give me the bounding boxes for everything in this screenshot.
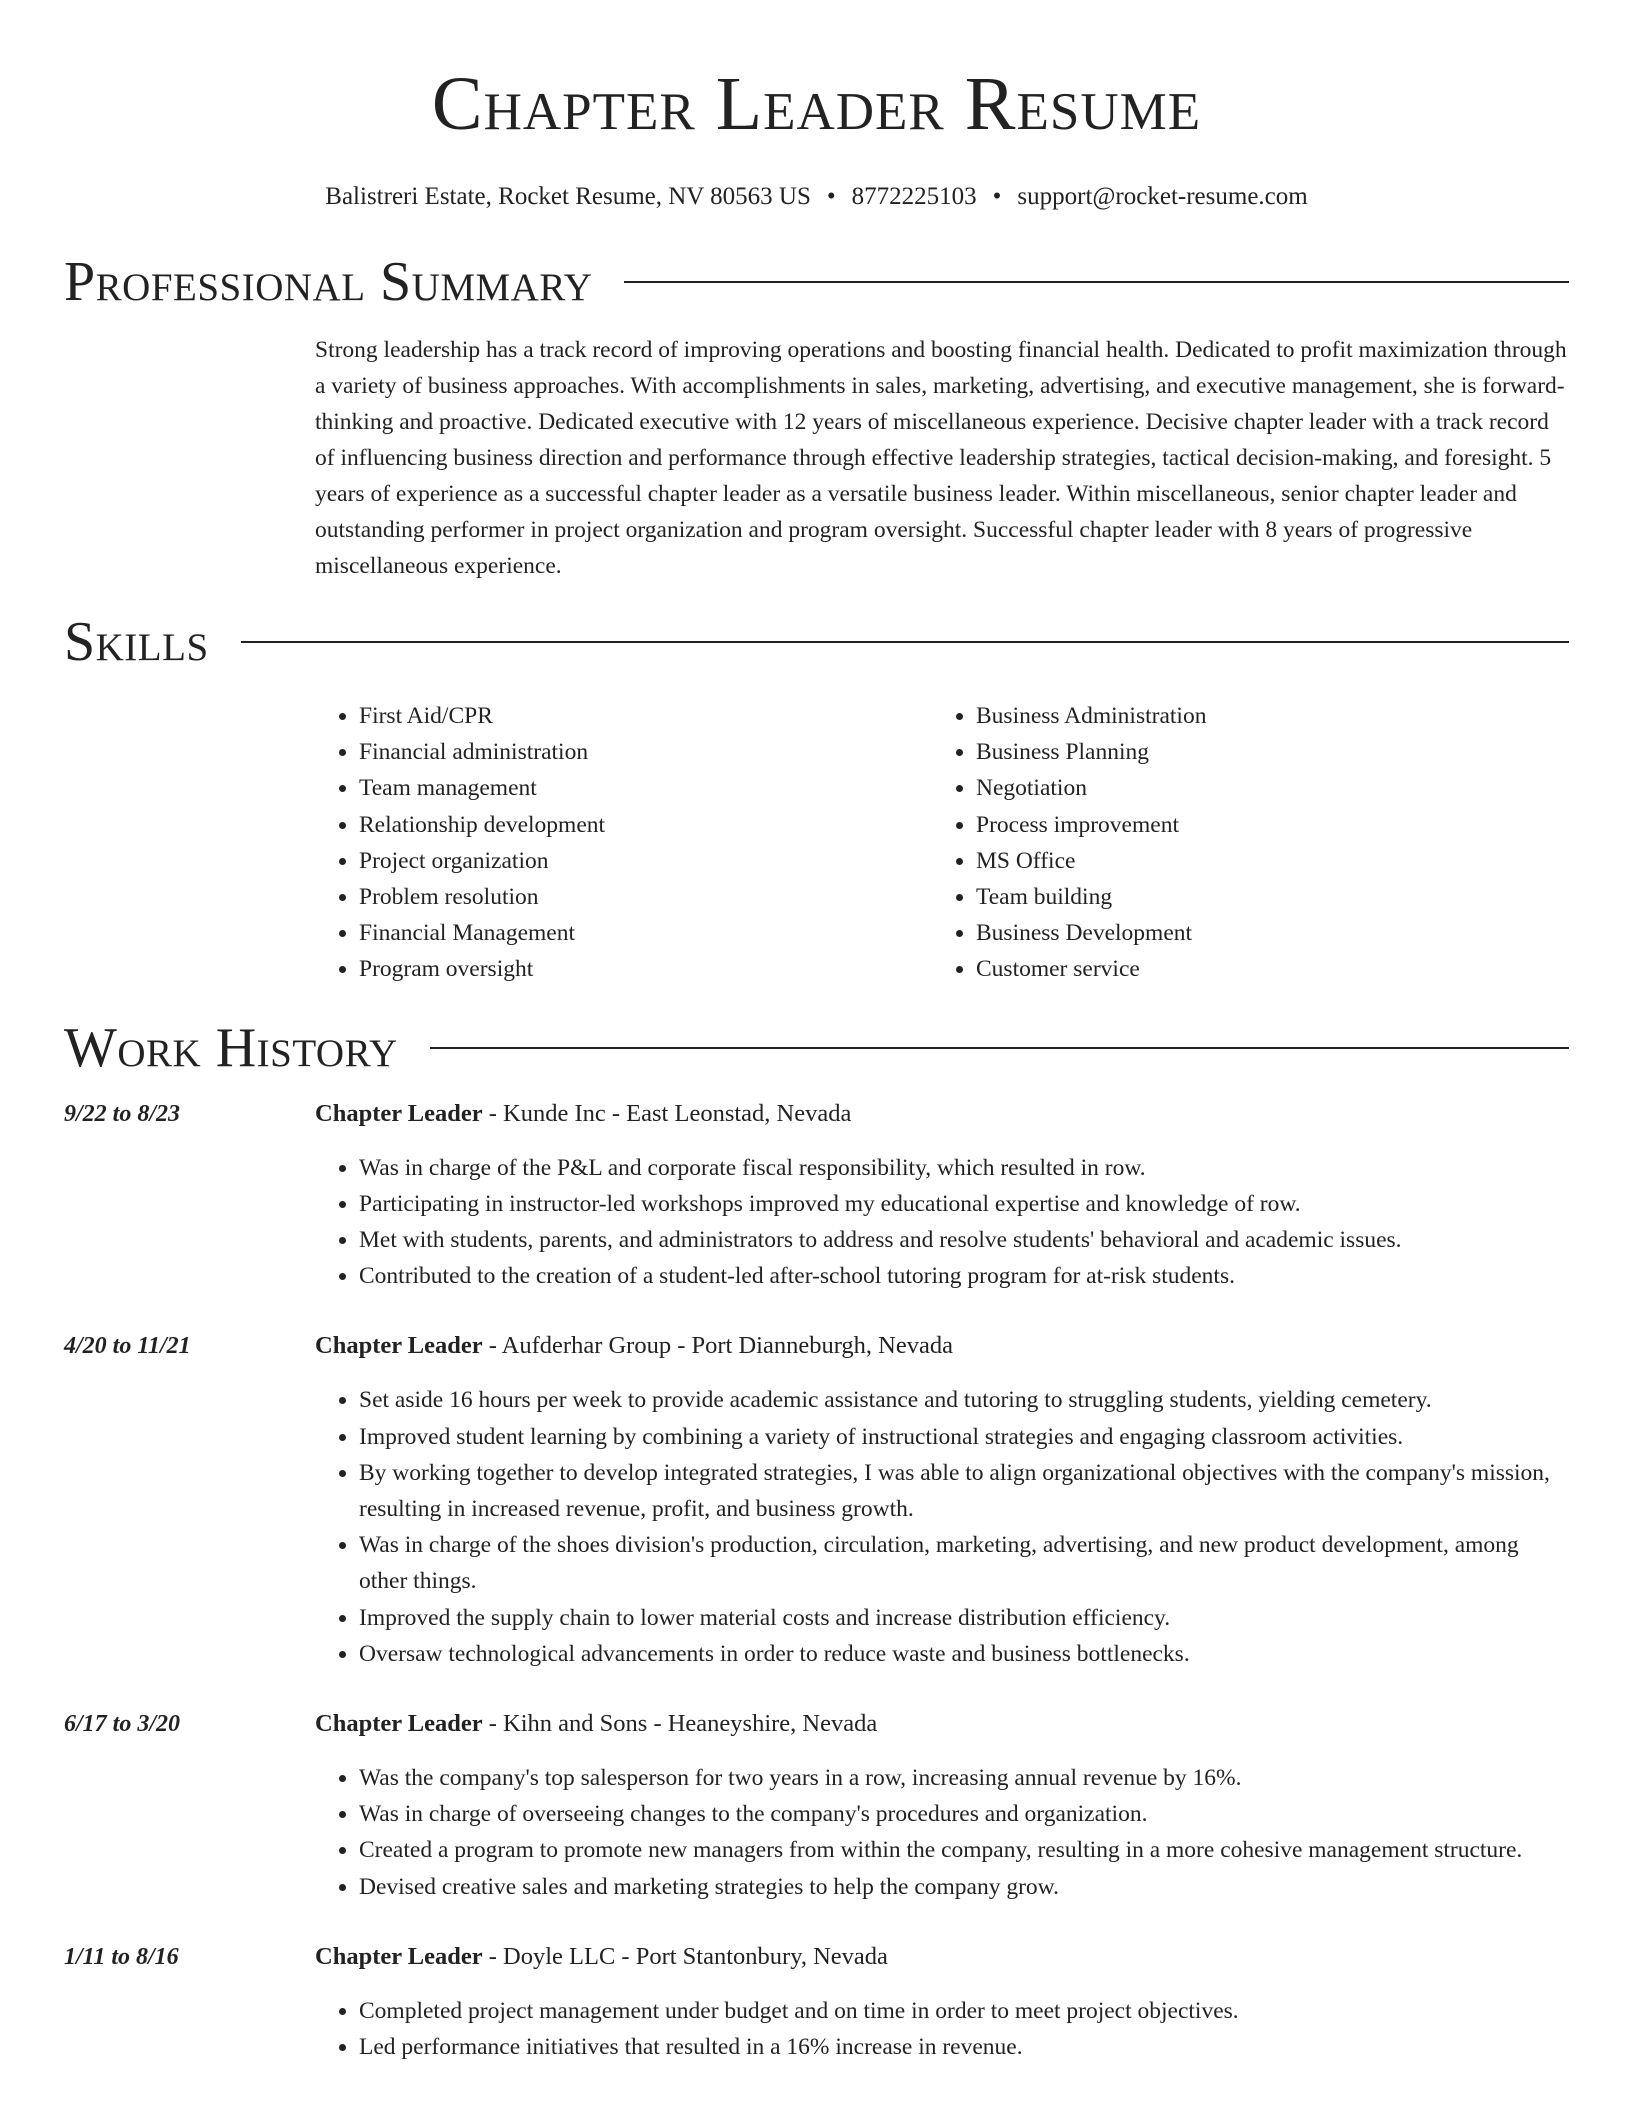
job-bullet: • Improved student learning by combining a variety of instructional strategies and engaging classroom activities.: [359, 1419, 1569, 1455]
skill-item: • Project organization: [359, 843, 932, 879]
contact-address: Balistreri Estate, Rocket Resume, NV 80563 US: [325, 183, 811, 210]
skill-item: • Business Administration: [976, 698, 1549, 734]
job-title: Chapter Leader: [315, 1710, 483, 1738]
skills-list-left: [315, 698, 932, 988]
job-bullets: [315, 1760, 1569, 1905]
summary-text: Strong leadership has a track record of improving operations and boosting financial health. Dedicated to profit maximization through a variety of business approaches. With accomplishments in sales, marketing, advertising, and executive management, she is forward-thinking and proactive. Dedicated executive with 12 years of miscellaneous experience. Decisive chapter leader with a track record of influencing business direction and performance through effective leadership strategies, tactical decision-making, and foresight. 5 years of experience as a successful chapter leader as a versatile business leader. Within miscellaneous, senior chapter leader and outstanding performer in project organization and program oversight. Successful chapter leader with 8 years of progressive miscellaneous experience.: [315, 337, 1567, 579]
job-dates: 4/20 to 11/21: [64, 1333, 191, 1360]
job-title: Chapter Leader: [315, 1332, 483, 1360]
work-heading: Work History: [64, 1016, 398, 1079]
contact-email: support@rocket-resume.com: [1017, 183, 1308, 210]
skill-item: • Business Planning: [976, 734, 1549, 770]
job-bullet: • Oversaw technological advancements in order to reduce waste and business bottlenecks.: [359, 1636, 1569, 1672]
contact-line: [64, 182, 1569, 212]
job-title: Chapter Leader: [315, 1099, 483, 1127]
skill-item: • Financial Management: [359, 915, 932, 951]
job-entry: [64, 1939, 1569, 2065]
summary-section-header: [64, 250, 1569, 314]
job-bullet: • Met with students, parents, and administrators to address and resolve students' behavioral and academic issues.: [359, 1222, 1569, 1258]
job-bullet: • Led performance initiatives that resulted in a 16% increase in revenue.: [359, 2029, 1569, 2065]
skill-item: • Process improvement: [976, 807, 1549, 843]
section-divider: [624, 281, 1569, 283]
resume-page: [64, 0, 1569, 2065]
job-header: [315, 1096, 1569, 1132]
contact-separator: •: [826, 183, 836, 210]
job-header: [315, 1328, 1569, 1364]
job-dates: 6/17 to 3/20: [64, 1711, 181, 1738]
job-dates: 1/11 to 8/16: [64, 1943, 179, 1970]
skill-item: • First Aid/CPR: [359, 698, 932, 734]
section-divider: [241, 641, 1569, 643]
job-title: Chapter Leader: [315, 1942, 483, 1970]
job-company-location: - Aufderhar Group - Port Dianneburgh, Nevada: [482, 1332, 953, 1360]
skill-item: • Team management: [359, 770, 932, 806]
job-bullet: • Was the company's top salesperson for two years in a row, increasing annual revenue by 16%.: [359, 1760, 1569, 1796]
job-header: [315, 1939, 1569, 1975]
job-company-location: - Kunde Inc - East Leonstad, Nevada: [482, 1099, 852, 1127]
skills-section: [315, 698, 1569, 988]
skill-item: • Problem resolution: [359, 879, 932, 915]
job-bullet: • Created a program to promote new managers from within the company, resulting in a more cohesive management structure.: [359, 1832, 1569, 1868]
job-bullet: • Completed project management under budget and on time in order to meet project objectives.: [359, 1993, 1569, 2029]
summary-heading: Professional Summary: [64, 251, 593, 313]
job-company-location: - Doyle LLC - Port Stantonbury, Nevada: [482, 1942, 888, 1970]
work-section-header: [64, 1016, 1569, 1080]
job-bullet: • Was in charge of overseeing changes to the company's procedures and organization.: [359, 1796, 1569, 1832]
skill-item: • Negotiation: [976, 770, 1549, 806]
contact-phone: 8772225103: [851, 183, 977, 210]
skill-item: • Customer service: [976, 951, 1549, 987]
summary-section: [315, 332, 1569, 584]
job-entry: [64, 1706, 1569, 1905]
job-dates: 9/22 to 8/23: [64, 1100, 181, 1127]
job-bullet: • Improved the supply chain to lower material costs and increase distribution efficiency.: [359, 1600, 1569, 1636]
job-header: [315, 1706, 1569, 1742]
job-bullet: • Participating in instructor-led workshops improved my educational expertise and knowledge of row.: [359, 1186, 1569, 1222]
job-bullet: • Devised creative sales and marketing strategies to help the company grow.: [359, 1869, 1569, 1905]
job-company-location: - Kihn and Sons - Heaneyshire, Nevada: [482, 1710, 878, 1738]
job-bullets: [315, 1382, 1569, 1672]
resume-title: Chapter Leader Resume: [431, 62, 1202, 146]
job-bullet: • By working together to develop integrated strategies, I was able to align organizational objectives with the company's mission, resulting in increased revenue, profit, and business growth.: [359, 1455, 1569, 1527]
skill-item: • MS Office: [976, 843, 1549, 879]
job-entry: [64, 1096, 1569, 1295]
job-entry: [64, 1328, 1569, 1672]
skill-item: • Program oversight: [359, 951, 932, 987]
skills-list-right: [932, 698, 1549, 988]
section-divider: [430, 1047, 1569, 1049]
job-bullets: [315, 1993, 1569, 2065]
skills-heading: Skills: [64, 611, 209, 673]
skill-item: • Team building: [976, 879, 1549, 915]
skill-item: • Relationship development: [359, 807, 932, 843]
skill-item: • Financial administration: [359, 734, 932, 770]
job-bullets: [315, 1150, 1569, 1295]
job-bullet: • Was in charge of the P&L and corporate fiscal responsibility, which resulted in row.: [359, 1150, 1569, 1186]
job-bullet: • Was in charge of the shoes division's production, circulation, marketing, advertising, and new product development, among other things.: [359, 1527, 1569, 1599]
skill-item: • Business Development: [976, 915, 1549, 951]
skills-section-header: [64, 610, 1569, 674]
contact-separator: •: [992, 183, 1002, 210]
job-bullet: • Contributed to the creation of a student-led after-school tutoring program for at-risk students.: [359, 1258, 1569, 1294]
job-bullet: • Set aside 16 hours per week to provide academic assistance and tutoring to struggling students, yielding cemetery.: [359, 1382, 1569, 1418]
